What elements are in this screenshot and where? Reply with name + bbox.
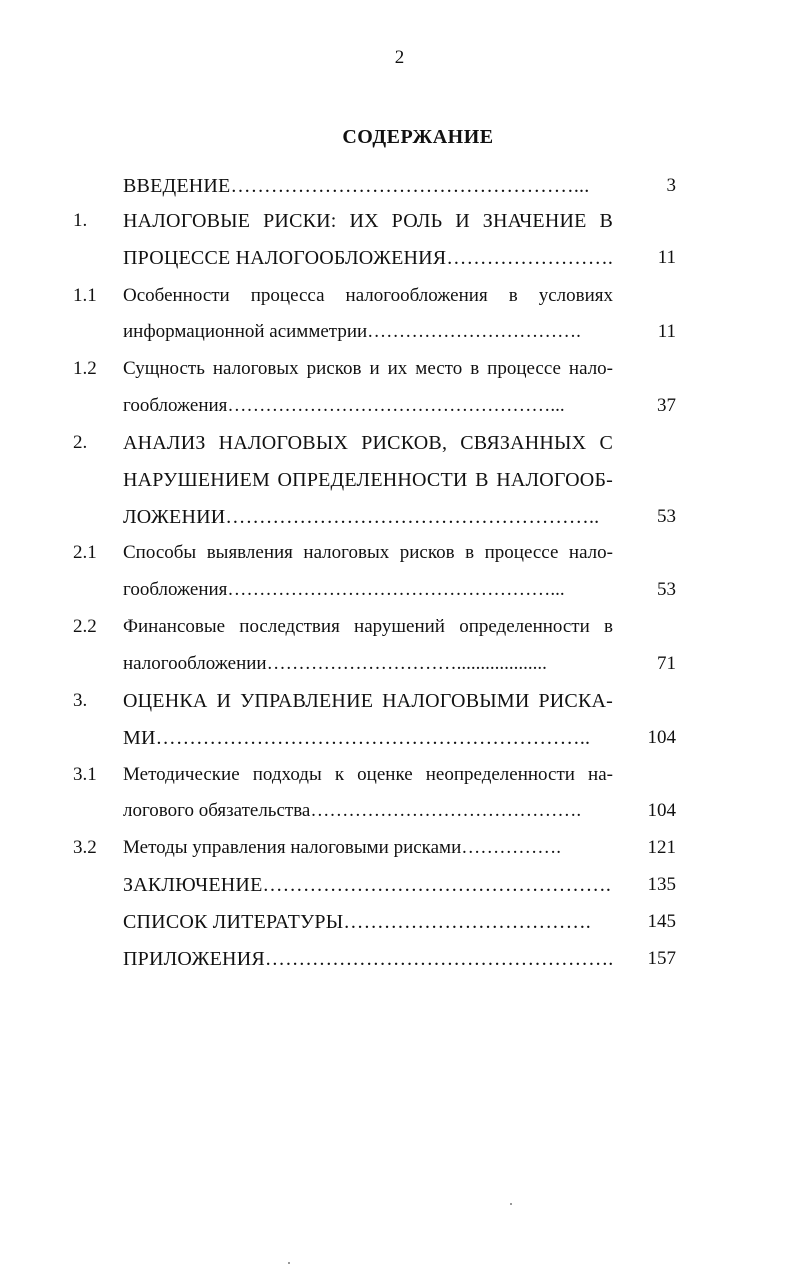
toc-entry-text: Способы выявления налоговых рисков в процессе нало-: [123, 542, 613, 563]
toc-entry-text: гообложения……………………………………………...: [123, 395, 565, 416]
toc-entry-page: 53: [657, 579, 676, 600]
toc-entry-text: информационной асимметрии…………………………….: [123, 321, 581, 342]
toc-entry-number: 3.1: [73, 764, 97, 785]
toc-entry-text: логового обязательства…………………………………….: [123, 800, 582, 821]
toc-entry-text: Особенности процесса налогообложения в условиях: [123, 285, 613, 306]
toc-entry-text: ЛОЖЕНИИ………………………………………………..: [123, 506, 600, 528]
toc-entry-number: 2.: [73, 432, 88, 453]
toc-entry-text: Финансовые последствия нарушений определенности в: [123, 616, 613, 637]
toc-entry-number: 2.1: [73, 542, 97, 563]
toc-entry-text: ОЦЕНКА И УПРАВЛЕНИЕ НАЛОГОВЫМИ РИСКА-: [123, 690, 613, 712]
scan-speck: [288, 1262, 290, 1264]
toc-entry-number: 1.1: [73, 285, 97, 306]
toc-entry-page: 121: [647, 837, 676, 858]
toc-entry-text: НАРУШЕНИЕМ ОПРЕДЕЛЕННОСТИ В НАЛОГООБ-: [123, 469, 613, 491]
toc-entry-text: гообложения……………………………………………...: [123, 579, 565, 600]
toc-entry-text: Методы управления налоговыми рисками…………….: [123, 837, 561, 858]
toc-entry-text: Методические подходы к оценке неопределенности на-: [123, 764, 613, 785]
toc-entry-page: 11: [657, 321, 676, 342]
toc-entry-page: 71: [657, 653, 676, 674]
toc-entry-text: ПРИЛОЖЕНИЯ…………………………………………….: [123, 948, 613, 970]
toc-entry-text: ЗАКЛЮЧЕНИЕ…………………………………………….: [123, 874, 612, 896]
toc-entry-number: 3.: [73, 690, 88, 711]
toc-entry-page: 135: [647, 874, 676, 895]
toc-entry-text: НАЛОГОВЫЕ РИСКИ: ИХ РОЛЬ И ЗНАЧЕНИЕ В: [123, 210, 613, 232]
toc-entry-number: 3.2: [73, 837, 97, 858]
toc-entry-page: 53: [657, 506, 676, 527]
toc-entry-text: СПИСОК ЛИТЕРАТУРЫ……………………………….: [123, 911, 591, 933]
scan-speck: [510, 1203, 512, 1205]
toc-entry-text: АНАЛИЗ НАЛОГОВЫХ РИСКОВ, СВЯЗАННЫХ С: [123, 432, 613, 454]
toc-entry-number: 2.2: [73, 616, 97, 637]
toc-entry-page: 37: [657, 395, 676, 416]
toc-entry-text: ПРОЦЕССЕ НАЛОГООБЛОЖЕНИЯ…………………….: [123, 247, 613, 269]
toc-entry-page: 145: [647, 911, 676, 932]
toc-entry-number: 1.2: [73, 358, 97, 379]
toc-entry-text: МИ………………………………………………………..: [123, 727, 591, 749]
toc-entry-page: 11: [657, 247, 676, 268]
toc-entry-page: 104: [647, 800, 676, 821]
toc-entry-text: ВВЕДЕНИЕ……………………………………………...: [123, 175, 590, 197]
toc-entry-page: 104: [647, 727, 676, 748]
toc-title: СОДЕРЖАНИЕ: [342, 126, 494, 148]
toc-entry-number: 1.: [73, 210, 88, 231]
toc-entry-text: налогообложении…………………………...................: [123, 653, 547, 674]
toc-entry-page: 157: [647, 948, 676, 969]
toc-entry-text: Сущность налоговых рисков и их место в процессе нало-: [123, 358, 613, 379]
page-number: 2: [394, 47, 405, 68]
toc-entry-page: 3: [666, 175, 676, 196]
